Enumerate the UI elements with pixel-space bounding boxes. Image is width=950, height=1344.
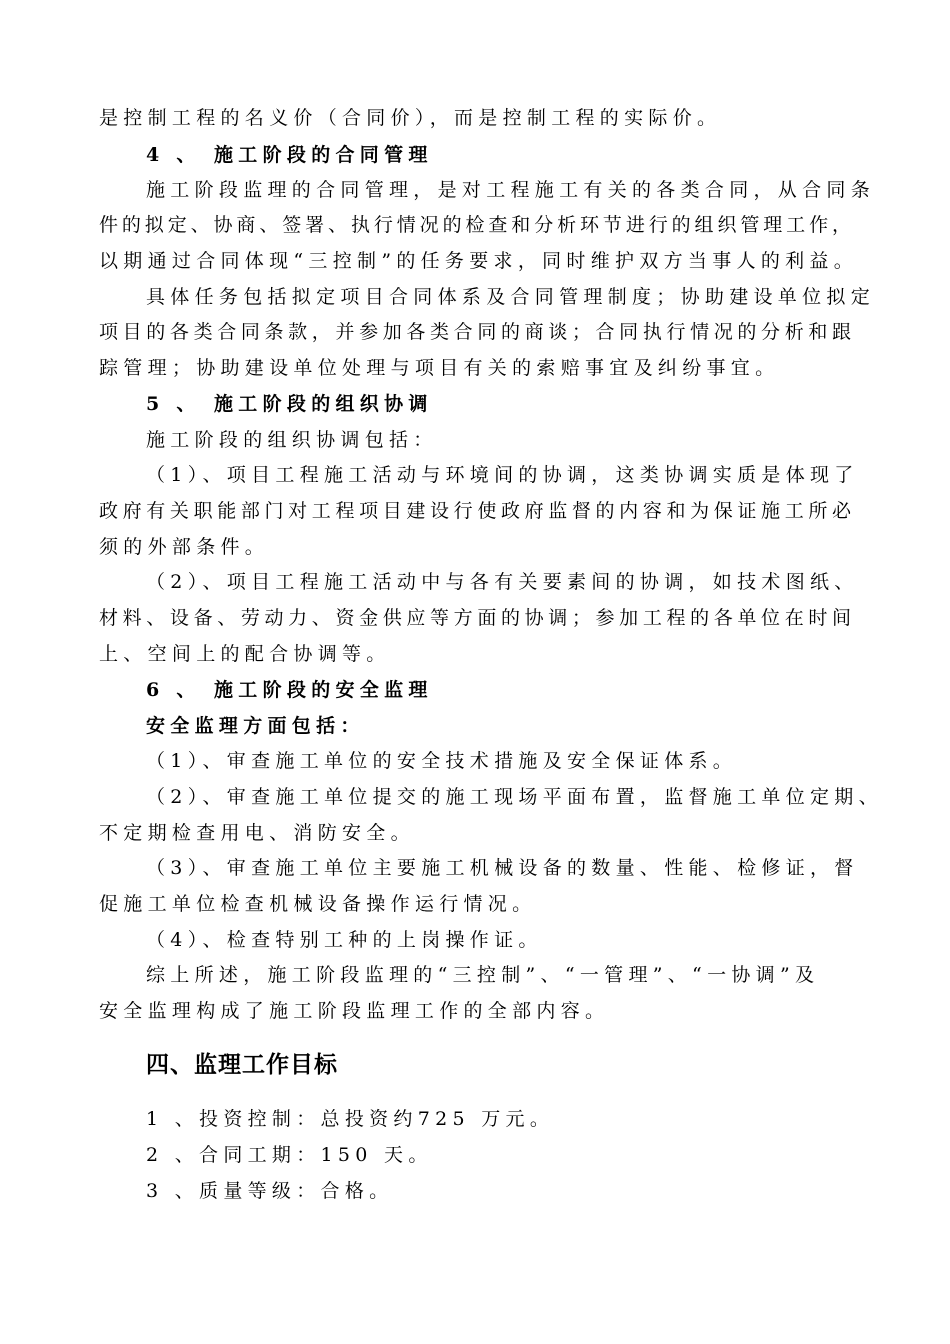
paragraph-line: 综上所述，施工阶段监理的“三控制”、“一管理”、“一协调”及 — [146, 964, 820, 986]
paragraph-line: 不定期检查用电、消防安全。 — [99, 822, 415, 844]
subheading-coordination — [146, 392, 433, 416]
section-title: 四、监理工作目标 — [146, 1051, 338, 1078]
paragraph-line: 踪管理；协助建设单位处理与项目有关的索赔事宜及纠纷事宜。 — [99, 357, 780, 379]
paragraph-line: 促施工单位检查机械设备操作运行情况。 — [99, 893, 537, 915]
paragraph-line: 材料、设备、劳动力、资金供应等方面的协调；参加工程的各单位在时间 — [99, 607, 851, 629]
subheading-text: 施工阶段的合同管理 — [214, 144, 433, 166]
paragraph-line: （2）、审查施工单位提交的施工现场平面布置，监督施工单位定期、 — [146, 786, 883, 808]
paragraph-line: 具体任务包括拟定项目合同体系及合同管理制度；协助建设单位拟定 — [146, 286, 876, 308]
target-item: 1 、投资控制：总投资约725 万元。 — [146, 1108, 555, 1130]
paragraph-line: 施工阶段监理的合同管理，是对工程施工有关的各类合同，从合同条 — [146, 179, 876, 201]
paragraph-line: 安全监理构成了施工阶段监理工作的全部内容。 — [99, 1000, 610, 1022]
subheading-number: 6 、 — [146, 679, 201, 701]
paragraph-line: （1）、项目工程施工活动与环境间的协调，这类协调实质是体现了 — [146, 464, 859, 486]
paragraph-line: 上、空间上的配合协调等。 — [99, 643, 391, 665]
paragraph-line: 安全监理方面包括： — [146, 715, 365, 737]
paragraph-line: 施工阶段的组织协调包括： — [146, 429, 438, 451]
target-item: 2 、合同工期：150 天。 — [146, 1144, 433, 1166]
paragraph-line: 须的外部条件。 — [99, 536, 270, 558]
subheading-number: 5 、 — [146, 393, 201, 415]
target-item: 3 、质量等级：合格。 — [146, 1180, 394, 1202]
subheading-safety-supervision — [146, 678, 433, 702]
subheading-number: 4 、 — [146, 144, 201, 166]
paragraph-line: （4）、检查特别工种的上岗操作证。 — [146, 929, 543, 951]
paragraph-line: 政府有关职能部门对工程项目建设行使政府监督的内容和为保证施工所必 — [99, 500, 851, 522]
subheading-text: 施工阶段的安全监理 — [214, 679, 433, 701]
paragraph-line: （3）、审查施工单位主要施工机械设备的数量、性能、检修证，督 — [146, 857, 859, 879]
paragraph-line: 项目的各类合同条款，并参加各类合同的商谈；合同执行情况的分析和跟 — [99, 321, 851, 343]
paragraph-line: （2）、项目工程施工活动中与各有关要素间的协调，如技术图纸、 — [146, 571, 859, 593]
paragraph-line: （1）、审查施工单位的安全技术措施及安全保证体系。 — [146, 750, 738, 772]
paragraph-line: 以期通过合同体现“三控制”的任务要求，同时维护双方当事人的利益。 — [99, 250, 859, 272]
paragraph-line: 是控制工程的名义价（合同价），而是控制工程的实际价。 — [99, 107, 722, 129]
paragraph-line: 件的拟定、协商、签署、执行情况的检查和分析环节进行的组织管理工作， — [99, 214, 851, 236]
subheading-contract-management — [146, 143, 433, 167]
subheading-text: 施工阶段的组织协调 — [214, 393, 433, 415]
